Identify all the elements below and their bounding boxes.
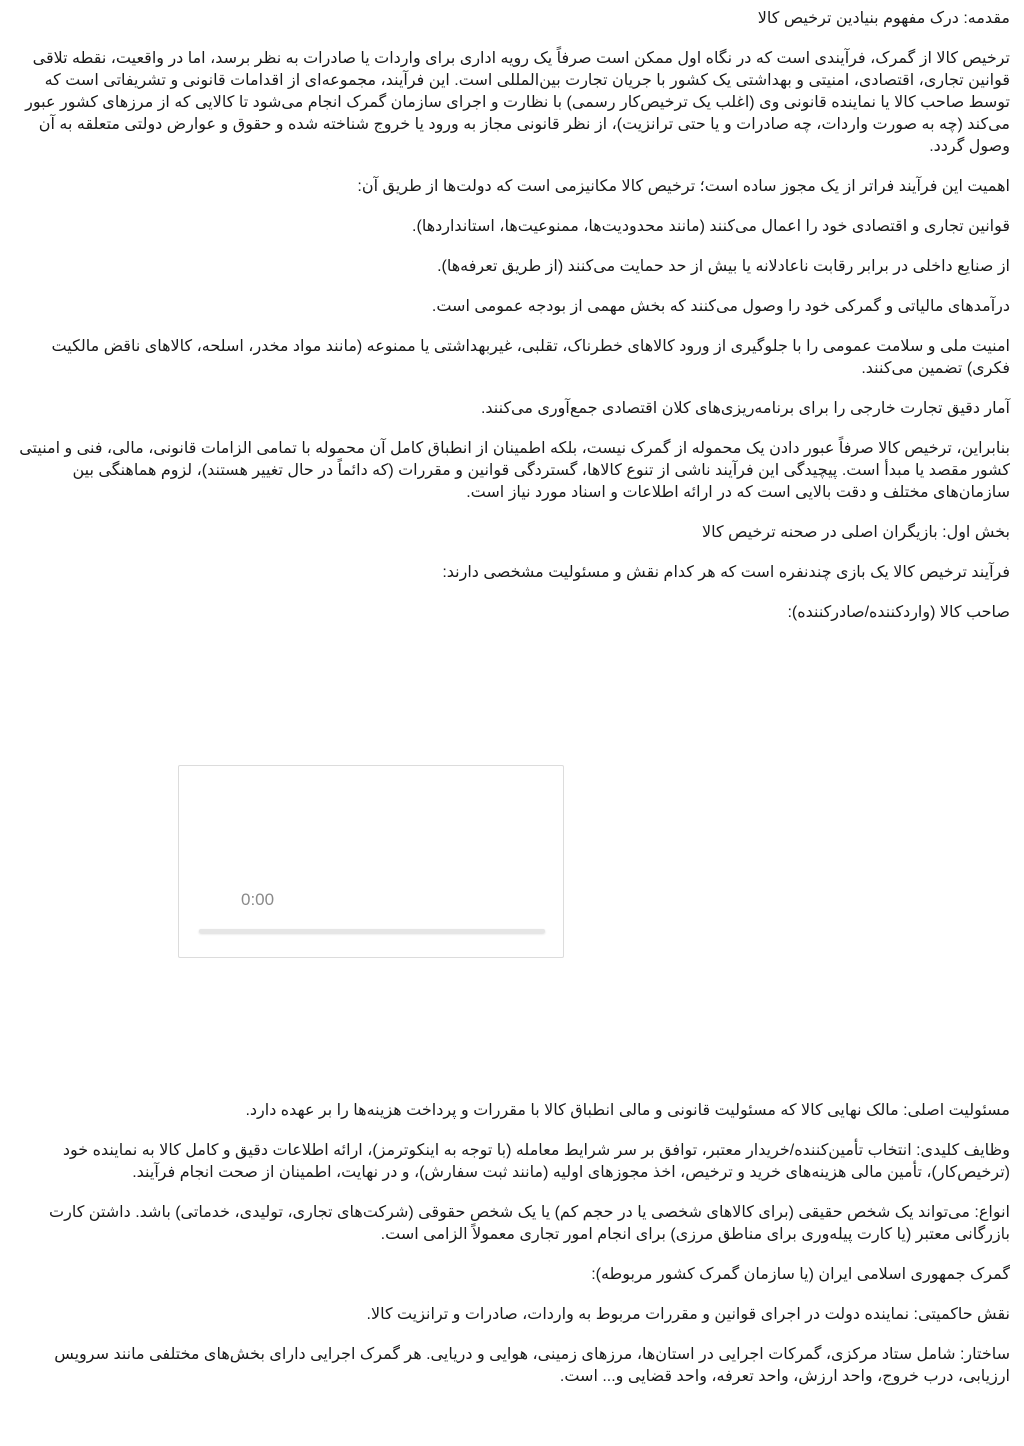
importance-item: آمار دقیق تجارت خارجی را برای برنامه‌ریزی‌های کلان اقتصادی جمع‌آوری می‌کنند. (480, 400, 1010, 417)
section1-heading: بخش اول: بازیگران اصلی در صحنه ترخیص کالا (702, 524, 1010, 541)
importance-item: درآمدهای مالیاتی و گمرکی خود را وصول می‌کنند که بخش مهمی از بودجه عمومی است. (431, 298, 1010, 315)
document (10, 8, 1010, 1406)
owner-responsibility: مسئولیت اصلی: مالک نهایی کالا که مسئولیت قانونی و مالی انطباق کالا با مقررات و پرداخت هزینه‌ها را بر عهده دارد. (245, 1102, 1010, 1119)
owner-types: انواع: می‌تواند یک شخص حقیقی (برای کالاهای شخصی یا در حجم کم) یا یک شخص حقوقی (شرکت‌های تجاری، تولیدی، خدماتی) باشد. داشتن کارت بازرگانی معتبر (یا کارت پیله‌وری برای مناطق مرزی) برای انجام امور تجاری معمولاً الزامی است. (49, 1204, 1010, 1243)
audio-player[interactable] (178, 765, 564, 958)
importance-item: قوانین تجاری و اقتصادی خود را اعمال می‌کنند (مانند محدودیت‌ها، ممنوعیت‌ها، استانداردها). (412, 218, 1010, 235)
seek-bar[interactable] (199, 929, 545, 933)
owner-duties: وظایف کلیدی: انتخاب تأمین‌کننده/خریدار معتبر، توافق بر سر شرایط معامله (با توجه به اینکوترمز)، ارائه اطلاعات دقیق و کامل کالا به نماینده خود (ترخیص‌کار)، تأمین مالی هزینه‌های خرید و ترخیص، اخذ مجوزهای اولیه (مانند ثبت سفارش)، و در نهایت، اطمینان از صحت انجام فرآیند. (62, 1142, 1010, 1181)
section1-lead: فرآیند ترخیص کالا یک بازی چندنفره است که هر کدام نقش و مسئولیت مشخصی دارند: (442, 564, 1010, 581)
customs-heading: گمرک جمهوری اسلامی ایران (یا سازمان گمرک کشور مربوطه): (591, 1266, 1010, 1283)
customs-role: نقش حاکمیتی: نماینده دولت در اجرای قوانین و مقررات مربوط به واردات، صادرات و ترانزیت کالا. (366, 1306, 1010, 1323)
importance-item: از صنایع داخلی در برابر رقابت ناعادلانه یا بیش از حد حمایت می‌کنند (از طریق تعرفه‌ها). (437, 258, 1010, 275)
importance-lead: اهمیت این فرآیند فراتر از یک مجوز ساده است؛ ترخیص کالا مکانیزمی است که دولت‌ها از طریق آن: (357, 178, 1010, 195)
player-time: 0:00 (241, 890, 275, 909)
importance-item: امنیت ملی و سلامت عمومی را با جلوگیری از ورود کالاهای خطرناک، تقلبی، غیربهداشتی یا ممنوعه (مانند مواد مخدر، اسلحه، کالاهای ناقض مالکیت فکری) تضمین می‌کنند. (51, 338, 1010, 377)
intro-heading: مقدمه: درک مفهوم بنیادین ترخیص کالا (757, 10, 1010, 27)
owner-heading: صاحب کالا (واردکننده/صادرکننده): (787, 604, 1010, 621)
intro-paragraph: ترخیص کالا از گمرک، فرآیندی است که در نگاه اول ممکن است صرفاً یک رویه اداری برای واردات یا صادرات به نظر برسد، اما در واقعیت، نقطه تلاقی قوانین تجاری، اقتصادی، امنیتی و بهداشتی یک کشور با جریان تجارت بین‌المللی است. این فرآیند، مجموعه‌ای از اقدامات قانونی و تشریفاتی است که توسط صاحب کالا یا نماینده قانونی وی (اغلب یک ترخیص‌کار رسمی) با نظارت و اجرای سازمان گمرک انجام می‌شود تا کالایی که از مرزهای کشور عبور می‌کند (چه به صورت واردات، چه صادرات و یا حتی ترانزیت)، از نظر قانونی مجاز به ورود یا خروج شناخته شده و حقوق و عوارض دولتی متعلقه به آن وصول گردد. (25, 50, 1010, 155)
media-area (10, 642, 1010, 1100)
customs-structure: ساختار: شامل ستاد مرکزی، گمرکات اجرایی در استان‌ها، مرزهای زمینی، هوایی و دریایی. هر گمرک اجرایی دارای بخش‌های مختلفی مانند سرویس ارزیابی، درب خروج، واحد ارزش، واحد تعرفه، واحد قضایی و... است. (54, 1346, 1010, 1385)
intro-conclusion: بنابراین، ترخیص کالا صرفاً عبور دادن یک محموله از گمرک نیست، بلکه اطمینان از انطباق کامل آن محموله با تمامی الزامات قانونی، مالی، فنی و امنیتی کشور مقصد یا مبدأ است. پیچیدگی این فرآیند ناشی از تنوع کالاها، گستردگی قوانین و مقررات (که دائماً در حال تغییر هستند)، لزوم هماهنگی بین سازمان‌های مختلف و دقت بالایی است که در ارائه اطلاعات و اسناد مورد نیاز است. (19, 440, 1010, 501)
